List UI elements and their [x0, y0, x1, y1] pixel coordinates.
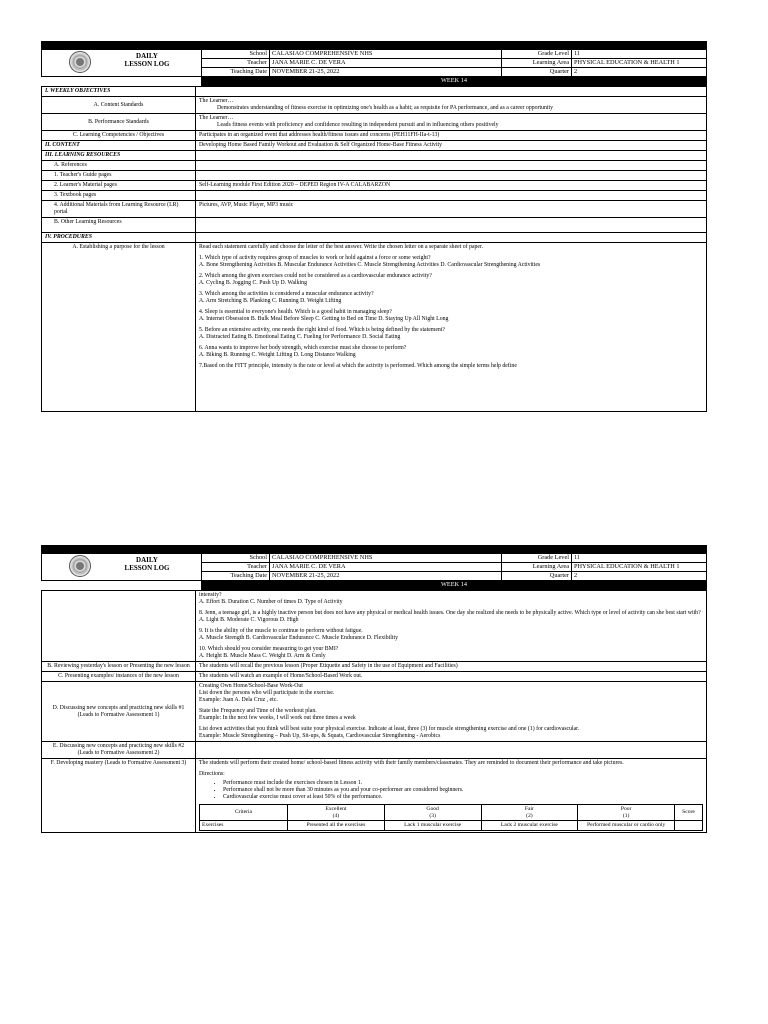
question-10-choices: A. Height B. Muscle Mass C. Weight D. Arm & Cenly	[199, 653, 326, 659]
section-weekly-objectives: I. WEEKLY OBJECTIVES	[42, 87, 196, 97]
performance-standards-value: The Learner… Leads fitness events with proficiency and confidence resulting in independent pursuit and in influencing others positively	[196, 114, 707, 131]
learning-competencies-label: C. Learning Competencies / Objectives	[42, 131, 196, 141]
presenting-examples-value: The students will watch an example of Home/School-Based Work out.	[196, 672, 707, 682]
rubric-table	[199, 804, 703, 831]
rubric-row-good: Lack 1 muscular exercise	[384, 821, 481, 831]
workout-step-3: List down activities that you think will best suite your physical exercise. Indicate at least, three (3) for muscle strengthening exercise and one (1) for cardiovascular.	[199, 726, 580, 732]
question-3: 3. Which among the activities is considered a muscular endurance activity?	[199, 291, 374, 297]
school-value: CALASIAO COMPREHENSIVE NHS	[270, 554, 502, 563]
reviewing-lesson-label: B. Reviewing yesterday's lesson or Presenting the new lesson	[42, 662, 196, 672]
rubric-row-score	[675, 821, 703, 831]
question-8: 8. Jenn, a teenage girl, is a highly inactive person but does not have any physical or medical health issues. One day she realized she needs to be physically active. Which type or level of activity can she best start with?	[199, 610, 701, 616]
deped-seal-icon	[69, 555, 91, 577]
date-label: Teaching Date	[202, 572, 270, 581]
directions-list	[209, 780, 703, 801]
lesson-log-page-1	[41, 41, 707, 464]
additional-materials-value: Pictures, AVP, Music Player, MP3 music	[196, 201, 707, 218]
question-4-choices: A. Internet Obsession B. Bulk Meal Before Sleep C. Getting to Bed on Time D. Staying Up All Night Long	[199, 316, 449, 322]
page-top-bar	[41, 545, 707, 553]
learners-material-value: Self-Learning module First Edition 2020 – DEPED Region IV-A CALABARZON	[196, 181, 707, 191]
procedures-table	[41, 590, 707, 833]
quarter-label: Quarter	[502, 68, 572, 77]
rubric-header-score: Score	[675, 805, 703, 821]
rubric-row-excellent: Presented all the exercises	[288, 821, 385, 831]
discussing-concepts-2-label: E. Discussing new concepts and practicing new skills #2 (Leads to Formative Assessment 2)	[42, 742, 196, 759]
rubric-header-poor: Poor (1)	[578, 805, 675, 821]
question-7-choices: A. Effort B. Duration C. Number of times D. Type of Activity	[199, 599, 343, 605]
date-value: NOVEMBER 21-25, 2022	[270, 68, 502, 77]
continued-label-cell	[42, 591, 196, 662]
question-1-choices: A. Bone Strengthening Activities B. Muscular Endurance Activities C. Muscle Strengthening Activities D. Cardiovascular Strengthening Activities	[199, 262, 541, 268]
daily-lesson-log-title: DAILY LESSON LOG	[124, 52, 170, 68]
question-9-choices: A. Muscle Strength B. Cardiovascular Endurance C. Muscle Endurance D. Flexibility	[199, 635, 398, 641]
week-label: WEEK 14	[202, 77, 707, 86]
question-1: 1. Which type of activity requires group of muscles to work or hold against a force or some weight?	[199, 255, 431, 261]
developing-mastery-value	[196, 759, 707, 833]
directions-heading: Directions:	[199, 771, 225, 777]
date-value: NOVEMBER 21-25, 2022	[270, 572, 502, 581]
learners-material-label: 2. Learner's Material pages	[42, 181, 196, 191]
school-label: School	[202, 50, 270, 59]
week-label: WEEK 14	[202, 581, 707, 590]
teacher-value: JANA MARIE C. DE VERA	[270, 563, 502, 572]
header-table	[41, 49, 707, 86]
pretest-questions-continued	[196, 591, 707, 662]
area-value: PHYSICAL EDUCATION & HEALTH 1	[572, 59, 707, 68]
rubric-header-excellent: Excellent (4)	[288, 805, 385, 821]
section-learning-resources: III. LEARNING RESOURCES	[42, 151, 196, 161]
rubric-row-fair: Lack 2 muscular exercise	[481, 821, 578, 831]
references-label: A. References	[42, 161, 196, 171]
content-value: Developing Home Based Family Workout and Evaluation & Self Organized Home-Base Fitness Activity	[196, 141, 707, 151]
deped-seal-icon	[69, 51, 91, 73]
question-7: 7.Based on the FITT principle, intensity is the rate or level at which the activity is performed. Which among the simple terms help define	[199, 363, 517, 369]
objectives-table	[41, 86, 707, 412]
rubric-row-criteria: Exercises	[200, 821, 288, 831]
section-procedures: IV. PROCEDURES	[42, 233, 196, 243]
workout-step-1: List down the persons who will participate in the exercise.	[199, 690, 335, 696]
rubric-header-fair: Fair (2)	[481, 805, 578, 821]
date-label: Teaching Date	[202, 68, 270, 77]
page-top-bar	[41, 41, 707, 49]
rubric-header-good: Good (3)	[384, 805, 481, 821]
quarter-value: 2	[572, 572, 707, 581]
question-5-choices: A. Distracted Eating B. Emotional Eating C. Fueling for Performance D. Social Eating	[199, 334, 401, 340]
question-5: 5. Before an extensive activity, one needs the right kind of food. Which is being defined by the statement?	[199, 327, 445, 333]
content-standards-label: A. Content Standards	[42, 97, 196, 114]
discussing-concepts-1-value	[196, 682, 707, 742]
header-logo-cell	[42, 50, 202, 77]
performance-standards-label: B. Performance Standards	[42, 114, 196, 131]
header-logo-cell	[42, 554, 202, 581]
textbook-pages-label: 3. Textbook pages	[42, 191, 196, 201]
question-2: 2. Which among the given exercises could not be considered as a cardiovascular endurance activity?	[199, 273, 432, 279]
direction-item: • Performance must include the exercises chosen in Lesson 1.	[223, 780, 703, 787]
school-label: School	[202, 554, 270, 563]
workout-step-3-example: Example: Muscle Strengthening – Push Up, Sit-ups, & Squats, Cardiovascular Strengthening - Aerobics	[199, 733, 441, 739]
daily-lesson-log-title: DAILY LESSON LOG	[124, 556, 170, 572]
workout-step-2: State the Frequency and Time of the workout plan.	[199, 708, 317, 714]
grade-label: Grade Level	[502, 554, 572, 563]
rubric-header-criteria: Criteria	[200, 805, 288, 821]
developing-mastery-label: F. Developing mastery (Leads to Formative Assessment 3)	[42, 759, 196, 833]
question-4: 4. Sleep is essential to everyone's health. Which is a good habit in managing sleep?	[199, 309, 392, 315]
question-10: 10. Which should you consider measuring to get your BMI?	[199, 646, 339, 652]
pretest-instructions: Read each statement carefully and choose the letter of the best answer. Write the chosen letter on a separate sheet of paper.	[199, 244, 484, 250]
rubric-row-poor: Performed muscular or cardio only	[578, 821, 675, 831]
area-value: PHYSICAL EDUCATION & HEALTH 1	[572, 563, 707, 572]
content-standards-value: The Learner… Demonstrates understanding of fitness exercise in optimizing one's health as a habit; as requisite for PA performance, and as a career opportunity	[196, 97, 707, 114]
header-table	[41, 553, 707, 590]
mastery-instructions: The students will perform their created home/ school-based fitness activity with their family members/classmates. They are reminded to document their performance and take pictures.	[199, 760, 624, 766]
grade-value: 11	[572, 50, 707, 59]
teacher-value: JANA MARIE C. DE VERA	[270, 59, 502, 68]
establishing-purpose-label: A. Establishing a purpose for the lesson	[42, 243, 196, 412]
direction-item: • Cardiovascular exercise must cover at least 50% of the performance.	[223, 794, 703, 801]
question-9: 9. It is the ability of the muscle to continue to perform without fatigue.	[199, 628, 363, 634]
teacher-label: Teacher	[202, 563, 270, 572]
learning-competencies-value: Participates in an organized event that addresses health/fitness issues and concerns (PEH11FH-IIa-t-13)	[196, 131, 707, 141]
discussing-concepts-2-value	[196, 742, 707, 759]
discussing-concepts-1-label: D. Discussing new concepts and practicing new skills #1 (Leads to Formative Assessment 1)	[42, 682, 196, 742]
quarter-label: Quarter	[502, 572, 572, 581]
workout-step-2-example: Example: In the next few weeks, I will work out three times a week	[199, 715, 356, 721]
pretest-questions	[196, 243, 707, 412]
quarter-value: 2	[572, 68, 707, 77]
section-content: II. CONTENT	[42, 141, 196, 151]
other-resources-label: B. Other Learning Resources	[42, 218, 196, 233]
area-label: Learning Area	[502, 59, 572, 68]
direction-item: • Performance shall not be more than 30 minutes as you and your co-performer are considered beginners.	[223, 787, 703, 794]
question-3-choices: A. Arm Stretching B. Planking C. Running D. Weight Lifting	[199, 298, 342, 304]
lesson-log-page-2	[41, 545, 707, 1008]
reviewing-lesson-value: The students will recall the previous lesson (Proper Etiquette and Safety in the use of Equipment and Facilities)	[196, 662, 707, 672]
grade-label: Grade Level	[502, 50, 572, 59]
area-label: Learning Area	[502, 563, 572, 572]
grade-value: 11	[572, 554, 707, 563]
additional-materials-label: 4. Additional Materials from Learning Resource (LR) portal	[42, 201, 196, 218]
question-2-choices: A. Cycling B. Jogging C. Push Up D. Walking	[199, 280, 307, 286]
workout-step-1-example: Example: Juan A. Dela Cruz , etc.	[199, 697, 278, 703]
school-value: CALASIAO COMPREHENSIVE NHS	[270, 50, 502, 59]
question-6: 6. Anna wants to improve her body strength, which exercise must she choose to perform?	[199, 345, 407, 351]
question-6-choices: A. Biking B. Running C. Weight Lifting D. Long Distance Walking	[199, 352, 356, 358]
workout-title: Creating Own Home/School-Base Work-Out	[199, 683, 303, 689]
teachers-guide-label: 1. Teacher's Guide pages	[42, 171, 196, 181]
question-8-choices: A. Light B. Moderate C. Vigorous D. High	[199, 617, 299, 623]
question-7-continued: intensity?	[199, 592, 222, 598]
teacher-label: Teacher	[202, 59, 270, 68]
presenting-examples-label: C. Presenting examples/ instances of the new lesson	[42, 672, 196, 682]
